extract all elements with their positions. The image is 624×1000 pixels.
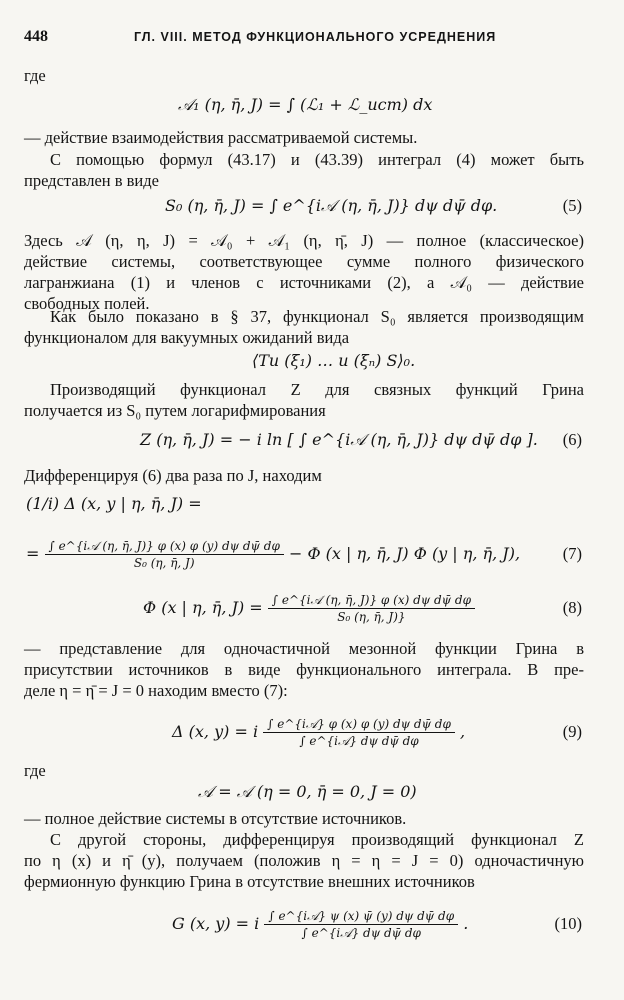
equation-number: (9): [562, 722, 582, 741]
paragraph-line: Как было показано в § 37, функционал S₀ является производящим: [50, 307, 584, 326]
equation-number: (7): [562, 544, 582, 563]
equation-full-action: 𝒜 = 𝒜 (η = 0, η̄ = 0, J = 0): [198, 782, 417, 801]
equation-10-fraction: [264, 908, 458, 941]
equation-7-numerator: ∫ e^{i𝒜 (η, η̄, J)} φ (x) φ (y) dψ dψ̄ dφ: [48, 539, 280, 553]
equation-9: Δ (x, y) = i $\frac{\text{∫ e\textasciicircum{}\{i𝒜\} φ (x) φ (y) dψ dψ̄ dφ}}{\text{∫ e\textasciicircum{}\{i𝒜\} dψ dψ̄ dφ}}$ ,: [172, 717, 466, 748]
equation-7-denominator: S₀ (η, η̄, J): [45, 554, 284, 571]
equation-9-fraction: [263, 716, 455, 749]
paragraph-line: лагранжиана (1) и членов с источниками (2), а 𝒜₀ — действие: [24, 273, 584, 292]
equation-10-lhs: G (x, y) = i: [172, 914, 260, 933]
equation-action-interaction: 𝒜₁ (η, η̄, J) = ∫ (ℒ₁ + ℒ_ист) dx: [178, 95, 433, 114]
equation-9-denominator: ∫ e^{i𝒜} dψ dψ̄ dφ: [263, 732, 455, 749]
equation-8-fraction: [268, 592, 475, 625]
text-line: свободных полей.: [24, 294, 150, 313]
equation-number: (10): [554, 914, 582, 933]
paragraph-line: действие системы, соответствующее сумме полного физического: [24, 252, 584, 271]
paragraph-line: по η (x) и η̄ (y), получаем (положив η = η = J = 0) одночастичную: [24, 851, 584, 870]
equation-8-lhs: Φ (x | η, η̄, J) =: [143, 598, 263, 617]
equation-number: (5): [562, 196, 582, 215]
equation-7-fraction: [45, 538, 284, 571]
paragraph-line: Здесь 𝒜 (η, η, J) = 𝒜₀ + 𝒜₁ (η, η̄, J) — полное (классическое): [24, 231, 584, 250]
text-line: где: [24, 761, 46, 780]
text-line: получается из S₀ путем логарифмирования: [24, 401, 326, 420]
paragraph-line: Производящий функционал Z для связных функций Грина: [50, 380, 584, 399]
equation-6: Z (η, η̄, J) = − i ln [ ∫ e^{i𝒜 (η, η̄, J)} dψ dψ̄ dφ ].: [140, 430, 538, 449]
text-line: где: [24, 66, 46, 85]
text-line: представлен в виде: [24, 171, 159, 190]
paragraph-line: С помощью формул (43.17) и (43.39) интеграл (4) может быть: [50, 150, 584, 169]
equation-10-numerator: ∫ e^{i𝒜} ψ (x) ψ̄ (y) dψ dψ̄ dφ: [268, 909, 455, 923]
text-line: деле η = η̄ = J = 0 находим вместо (7):: [24, 681, 288, 700]
equation-number: (8): [562, 598, 582, 617]
page-number: 448: [24, 28, 48, 45]
equation-9-numerator: ∫ e^{i𝒜} φ (x) φ (y) dψ dψ̄ dφ: [267, 717, 451, 731]
running-header: [24, 28, 588, 50]
paragraph-line: — представление для одночастичной мезонной функции Грина в: [24, 639, 584, 658]
equation-9-lhs: Δ (x, y) = i: [172, 722, 259, 741]
text-line: Дифференцируя (6) два раза по J, находим: [24, 466, 322, 485]
text-line: — действие взаимодействия рассматриваемой системы.: [24, 128, 418, 147]
equation-vacuum-expectation: ⟨Tu (ξ₁) … u (ξₙ) S⟩₀.: [252, 351, 416, 370]
equation-number: (6): [562, 430, 582, 449]
equation-8-denominator: S₀ (η, η̄, J)}: [268, 608, 475, 625]
equation-7: = $\frac{\text{∫ e\textasciicircum{}\{i𝒜 (η, η̄, J)\} φ (x) φ (y) dψ dψ̄ dφ}}{\text{S₀ (η, η̄, J)}}$ − Φ (x | η, η̄, J) Φ (y | η, η̄, J),: [26, 539, 521, 570]
paragraph-line: С другой стороны, дифференцируя производящий функционал Z: [50, 830, 584, 849]
equation-10: G (x, y) = i $\frac{\text{∫ e\textasciicircum{}\{i𝒜\} ψ (x) ψ̄ (y) dψ dψ̄ dφ}}{\text{∫ e\textasciicircum{}\{i𝒜\} dψ dψ̄ dφ}}$ .: [172, 909, 469, 940]
running-title: ГЛ. VIII. МЕТОД ФУНКЦИОНАЛЬНОГО УСРЕДНЕНИЯ: [134, 30, 497, 44]
equation-5: S₀ (η, η̄, J) = ∫ e^{i𝒜 (η, η̄, J)} dψ dψ̄ dφ.: [165, 196, 498, 215]
text-line: — полное действие системы в отсутствие источников.: [24, 809, 407, 828]
text-line: функционалом для вакуумных ожиданий вида: [24, 328, 350, 347]
equation-7-lhs: (1/i) Δ (x, y | η, η̄, J) =: [26, 494, 202, 513]
text-line: фермионную функцию Грина в отсутствие внешних источников: [24, 872, 475, 891]
equation-8: [143, 584, 475, 632]
equation-10-denominator: ∫ e^{i𝒜} dψ dψ̄ dφ: [264, 924, 458, 941]
equation-8-numerator: ∫ e^{i𝒜 (η, η̄, J)} φ (x) dψ dψ̄ dφ: [271, 593, 471, 607]
equation-7-tail: − Φ (x | η, η̄, J) Φ (y | η, η̄, J),: [288, 544, 521, 563]
paragraph-line: присутствии источников в виде функционального интеграла. В пре-: [24, 660, 584, 679]
